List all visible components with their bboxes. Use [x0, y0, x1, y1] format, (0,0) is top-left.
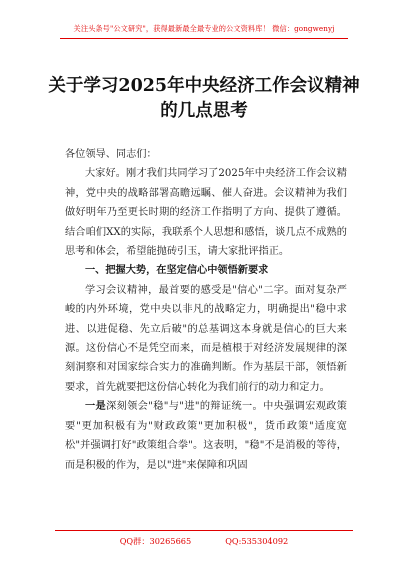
paragraph-point-one	[65, 397, 347, 475]
point-one-text: 深刻领会"稳"与"进"的辩证统一。中央强调宏观政策要"更加积极有为"财政政策"更加积极"，货币政策"适度宽松"并强调打好"政策组合拳"。这表明，"稳"不是消极的等待，而是积极的作为，是以"进"来保障和巩固	[65, 401, 347, 471]
header-divider	[60, 38, 348, 39]
paragraph-intro: 大家好。刚才我们共同学习了2025年中央经济工作会议精神，党中央的战略部署高瞻远瞩、催人奋进。会议精神为我们做好明年乃至更长时期的经济工作指明了方向、提供了遵循。结合咱们XX的实际，我联系个人思想和感悟，谈几点不成熟的思考和体会，希望能抛砖引玉，请大家批评指正。	[65, 168, 347, 258]
section-heading-1: 一、把握大势，在坚定信心中领悟新要求	[85, 264, 269, 277]
paragraph-confidence: 学习会议精神，最首要的感受是"信心"二字。面对复杂严峻的内外环境，党中央以非凡的战略定力，明确提出"稳中求进、以进促稳、先立后破"的总基调这本身就是信心的巨大来源。这份信心不是凭空而来，而是植根于对经济发展规律的深刻洞察和对国家综合实力的准确判断。作为基层干部，领悟新要求，首先就要把这份信心转化为我们前行的动力和定力。	[65, 284, 347, 393]
footer-qq-group: QQ群：30265665	[119, 536, 192, 546]
header-banner: 关注头条号"公文研究"，获得最新最全最专业的公文资料库！ 微信：gongwenyj	[73, 24, 335, 33]
document-title: 关于学习2025年中央经济工作会议精神的几点思考	[48, 76, 360, 121]
document-body	[65, 145, 347, 475]
footer	[0, 536, 408, 547]
footer-divider	[55, 530, 353, 531]
salutation: 各位领导、同志们：	[65, 149, 157, 160]
footer-qq: QQ:535304092	[225, 536, 289, 546]
point-one-lead: 一是	[85, 400, 107, 413]
